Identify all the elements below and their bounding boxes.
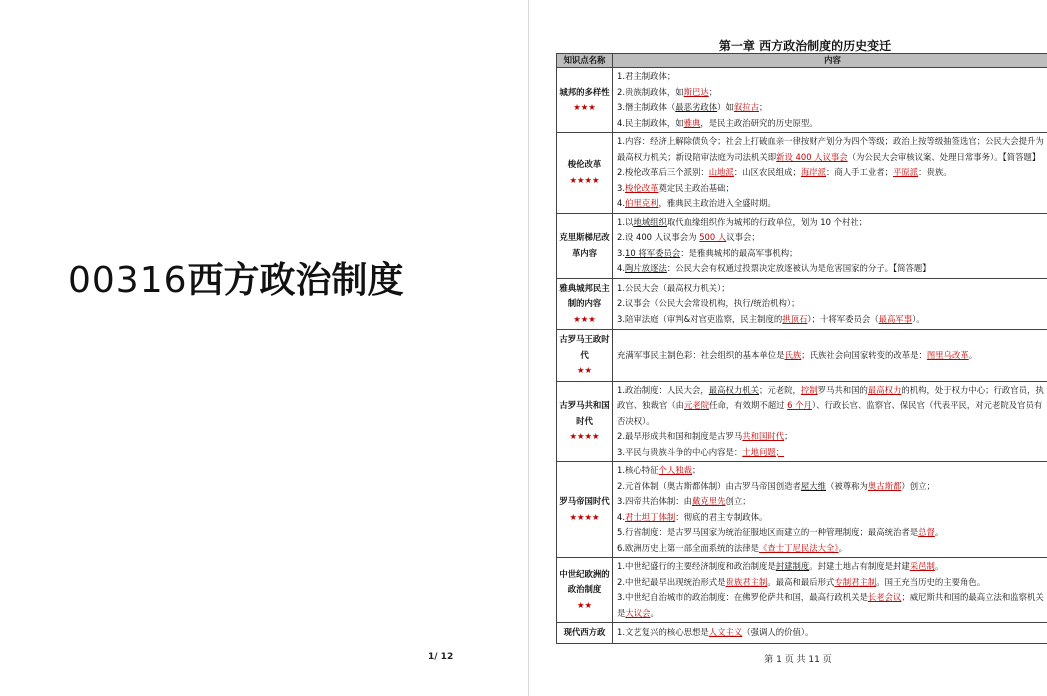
content-text: 2.最早形成共和国和制度是古罗马 xyxy=(617,431,743,441)
content-text: 1.君主制政体； xyxy=(617,71,676,81)
topic-name: 城邦的多样性 xyxy=(559,86,610,97)
content-line xyxy=(617,100,1047,116)
content-line xyxy=(617,348,1047,364)
content-text: 2.贵族制政体，如 xyxy=(617,86,684,97)
content-text: 。 xyxy=(934,527,944,537)
topic-name: 罗马帝国时代 xyxy=(559,496,610,506)
cover-page-number: 1/ 12 xyxy=(428,652,454,662)
content-line xyxy=(617,429,1047,445)
content-text: 。最高和最后形式 xyxy=(767,576,835,587)
topic-cell xyxy=(557,623,613,644)
importance-stars: ★★★ xyxy=(573,313,596,324)
content-text: 2.元首体制（奥古斯都体制）由古罗马帝国创造者 xyxy=(617,480,801,491)
content-text: 。封建土地占有制度是封建 xyxy=(809,561,910,571)
chapter-title: 第一章 西方政治制度的历史变迁 xyxy=(718,39,892,53)
topic-name: 古罗马共和国时代 xyxy=(559,400,610,426)
page-footer: 第 1 页 共 11 页 xyxy=(764,655,832,665)
content-text: 2.梭伦改革后三个派别： xyxy=(617,167,709,177)
cover-title xyxy=(68,252,404,303)
content-line xyxy=(617,85,1047,101)
topic-cell xyxy=(557,68,613,133)
highlighted-term: 人文主义 xyxy=(708,627,743,637)
content-line xyxy=(617,625,1047,641)
content-cell xyxy=(613,133,1047,214)
content-line xyxy=(617,510,1047,526)
content-text: 。 xyxy=(934,561,944,571)
table-row xyxy=(557,278,1047,330)
highlighted-term: 叙拉古 xyxy=(733,102,759,112)
highlighted-term: 总督 xyxy=(918,527,935,537)
table-row xyxy=(557,558,1047,623)
content-text: 。 xyxy=(968,349,978,360)
content-text: 2.议事会（公民大会常设机构，执行/统治机构）； xyxy=(617,298,800,308)
topic-name: 克里斯梯尼改革内容 xyxy=(559,232,610,258)
content-line xyxy=(617,383,1047,430)
table-row xyxy=(557,133,1047,214)
highlighted-term: 《查士丁尼民法大全》 xyxy=(759,542,839,553)
highlighted-term: 大议会 xyxy=(625,607,651,618)
table-row xyxy=(557,462,1047,558)
content-text: 1.公民大会（最高权力机关）； xyxy=(617,282,730,293)
content-text: 最高权力机关 xyxy=(708,384,759,395)
table-row xyxy=(557,381,1047,462)
importance-stars: ★★★★ xyxy=(569,511,600,522)
importance-stars: ★★ xyxy=(576,599,593,610)
content-text: ：是雅典城邦的最高军事机构； xyxy=(680,247,798,258)
content-text: 5.行省制度：是古罗马国家为统治征服地区而建立的一种管理制度；最高统治者是 xyxy=(617,527,919,537)
importance-stars: ★★★★ xyxy=(569,431,600,441)
highlighted-term: 长老会议 xyxy=(867,592,902,602)
knowledge-table xyxy=(556,53,1047,644)
content-line xyxy=(617,134,1047,165)
content-text: 4. xyxy=(617,511,625,522)
content-line xyxy=(617,590,1047,621)
content-text: 1.政治制度：人民大会， xyxy=(617,384,709,395)
content-text: 的机构，处于权力中心；行政官员，执政官、独裁官（由 xyxy=(617,384,1044,410)
highlighted-term: 戴克里先 xyxy=(692,496,726,506)
highlighted-term: 采邑制 xyxy=(909,561,935,571)
content-text: 任命，有效期不超过 xyxy=(709,400,788,410)
content-text: ：彻底的君主专制政体。 xyxy=(675,511,768,522)
content-text: 10 将军委员会 xyxy=(625,247,681,258)
content-text: 最恶劣政体 xyxy=(675,102,718,112)
content-text: ； xyxy=(692,465,701,475)
highlighted-term: 伯里克利 xyxy=(625,198,659,208)
highlighted-term: 君士坦丁体制 xyxy=(625,511,676,522)
content-line xyxy=(617,479,1047,495)
content-line xyxy=(617,116,1047,132)
content-text: 3.四帝共治体制：由 xyxy=(617,496,692,506)
highlighted-term: 6 个月 xyxy=(787,400,812,410)
content-text: ，是民主政治研究的历史原型。 xyxy=(700,117,818,128)
content-text: 。 xyxy=(838,542,847,553)
highlighted-term: 贵族君主制 xyxy=(725,576,768,587)
content-text: 议事会； xyxy=(726,232,760,242)
content-line xyxy=(617,215,1047,231)
highlighted-term: 最高军事 xyxy=(878,313,913,324)
content-text: 陶片放逐法 xyxy=(625,263,667,273)
topic-name: 雅典城邦民主制的内容 xyxy=(559,282,610,308)
content-text: ）如 xyxy=(717,102,734,112)
content-cell xyxy=(613,462,1047,558)
content-line xyxy=(617,559,1047,575)
content-line xyxy=(617,312,1047,328)
content-line xyxy=(617,575,1047,591)
content-text: ；氏族社会向国家转变的改革是： xyxy=(801,349,927,360)
content-text: 4. xyxy=(617,198,625,208)
content-line xyxy=(617,281,1047,297)
content-text: ）。 xyxy=(912,313,925,324)
highlighted-term: 拱顶石 xyxy=(782,313,808,324)
content-text: 4.民主制政体，如 xyxy=(617,117,684,128)
content-text: 取代血缘组织作为城邦的行政单位，划为 10 个村社； xyxy=(666,216,868,227)
content-text: 创立； xyxy=(725,496,751,506)
highlighted-term: 最高权力 xyxy=(867,384,902,395)
content-line xyxy=(617,261,1047,277)
content-text: ：商人手工业者； xyxy=(826,167,893,177)
content-cell xyxy=(613,213,1047,278)
content-text: 1.内容：经济上解除债负令；社会上打破血亲一律按财产划分为四个等级；政治上按等级抽签选官；公民大会提升为最高权力机关；新设陪审法庭为司法机关即 xyxy=(617,136,1044,162)
content-text: 3.陪审法庭（审判&对官吏监察，民主制度的 xyxy=(617,313,783,324)
highlighted-term: 控制 xyxy=(800,384,818,395)
content-text: 。国王充当历史的主要角色。 xyxy=(876,576,986,587)
content-text: ）；十将军委员会（ xyxy=(807,313,879,324)
content-text: （被尊称为 xyxy=(826,480,868,491)
content-text: ； xyxy=(708,86,718,97)
highlighted-term: 共和国时代 xyxy=(742,431,785,441)
content-text: ：贵族。 xyxy=(918,167,952,177)
content-line xyxy=(617,230,1047,246)
topic-cell xyxy=(557,278,613,330)
content-text: ； xyxy=(759,102,768,112)
table-row xyxy=(557,623,1047,644)
content-text: 3.平民与贵族斗争的中心内容是： xyxy=(617,446,743,457)
content-line xyxy=(617,246,1047,262)
content-line xyxy=(617,196,1047,212)
topic-name: 中世纪欧洲的政治制度 xyxy=(559,568,610,595)
content-text: 2.设 400 人议事会为 xyxy=(617,232,700,242)
highlighted-term: 500 人 xyxy=(699,232,727,242)
content-text: 3.中世纪自治城市的政治制度：在佛罗伦萨共和国，最高行政机关是 xyxy=(617,592,868,602)
content-line xyxy=(617,525,1047,541)
content-text: 3. xyxy=(617,247,625,258)
content-text: 6.欧洲历史上第一部全面系统的法律是 xyxy=(617,542,759,553)
content-text: 1.中世纪盛行的主要经济制度和政治制度是 xyxy=(617,561,776,571)
content-text: ；元老院， xyxy=(759,384,801,395)
content-line xyxy=(617,445,1047,461)
content-text: 地域组织 xyxy=(633,216,667,227)
highlighted-term: 图里乌改革 xyxy=(926,349,969,360)
highlighted-term: 平原派 xyxy=(893,167,919,177)
content-text: 。 xyxy=(650,607,659,618)
header-content: 内容 xyxy=(613,54,1047,68)
content-text: ； xyxy=(784,431,793,441)
content-text: ）、行政长官、监察官、保民官（代表平民，对元老院及官员有否决权）。 xyxy=(617,400,1043,426)
content-cell xyxy=(613,381,1047,462)
content-text: ；威尼斯共和国的最高立法和监察机关是 xyxy=(617,592,1044,618)
topic-name: 古罗马王政时代 xyxy=(559,334,610,360)
content-text: （强调人的价值）。 xyxy=(742,627,814,637)
table-row xyxy=(557,213,1047,278)
content-line xyxy=(617,69,1047,85)
highlighted-term: 氏族 xyxy=(784,349,802,360)
content-line xyxy=(617,165,1047,181)
content-page xyxy=(529,0,1047,696)
content-text: ）创立； xyxy=(901,480,935,491)
highlighted-term: 斯巴达 xyxy=(683,86,709,97)
table-row xyxy=(557,68,1047,133)
highlighted-term: 山地派 xyxy=(708,167,734,177)
table-header-row xyxy=(557,54,1047,68)
course-code: 00316 xyxy=(68,260,188,301)
content-text: 充满军事民主制色彩：社会组织的基本单位是 xyxy=(617,349,785,360)
content-text: ：公民大会有权通过投票决定放逐被认为是危害国家的分子。【简答题】 xyxy=(666,263,931,273)
content-line xyxy=(617,541,1047,557)
highlighted-term: 土地问题； xyxy=(742,446,785,457)
highlighted-term: 元老院 xyxy=(684,400,710,410)
highlighted-term: 雅典 xyxy=(683,117,701,128)
highlighted-term: 海岸派 xyxy=(800,167,826,177)
content-text: 屋大维 xyxy=(800,480,826,491)
content-text: 罗马共和国的 xyxy=(817,384,868,395)
content-cell xyxy=(613,558,1047,623)
highlighted-term: 个人独裁 xyxy=(658,465,692,475)
content-text: 3. xyxy=(617,182,625,193)
content-line xyxy=(617,296,1047,312)
topic-cell xyxy=(557,330,613,382)
highlighted-term: 梭伦改革 xyxy=(625,182,659,193)
topic-name: 现代西方政 xyxy=(563,627,606,637)
content-line xyxy=(617,181,1047,197)
content-text: （为公民大会审核议案、处理日常事务）。【简答题】 xyxy=(847,151,1041,162)
content-line xyxy=(617,494,1047,510)
importance-stars: ★★★ xyxy=(573,102,596,112)
topic-cell xyxy=(557,462,613,558)
importance-stars: ★★ xyxy=(576,365,593,375)
content-text: ：山区农民组成； xyxy=(733,167,801,177)
highlighted-term: 专制君主制 xyxy=(834,576,877,587)
highlighted-term: 新设 400 人议事会 xyxy=(776,151,848,162)
highlighted-term: 奥古斯都 xyxy=(867,480,902,491)
topic-cell xyxy=(557,381,613,462)
importance-stars: ★★★★ xyxy=(569,174,600,185)
content-text: 1.文艺复兴的核心思想是 xyxy=(617,627,709,637)
table-body xyxy=(557,68,1047,644)
content-cell xyxy=(613,68,1047,133)
content-text: 1.以 xyxy=(617,216,634,227)
table-row xyxy=(557,330,1047,382)
content-cell xyxy=(613,623,1047,644)
content-text: 2.中世纪最早出现统治形式是 xyxy=(617,576,726,587)
topic-cell xyxy=(557,133,613,214)
content-cell xyxy=(613,278,1047,330)
course-name: 西方政治制度 xyxy=(187,260,404,301)
content-text: 奠定民主政治基础； xyxy=(658,182,734,193)
content-text: 3.僭主制政体（ xyxy=(617,102,676,112)
content-text: 4. xyxy=(617,263,625,273)
topic-name: 梭伦改革 xyxy=(567,159,602,170)
content-cell xyxy=(613,330,1047,382)
content-text: ，雅典民主政治进入全盛时期。 xyxy=(658,198,776,208)
topic-cell xyxy=(557,558,613,623)
content-text: 封建制度 xyxy=(775,561,810,571)
content-text: 1.核心特征 xyxy=(617,465,659,475)
content-line xyxy=(617,463,1047,479)
header-name: 知识点名称 xyxy=(557,54,613,68)
topic-cell xyxy=(557,213,613,278)
